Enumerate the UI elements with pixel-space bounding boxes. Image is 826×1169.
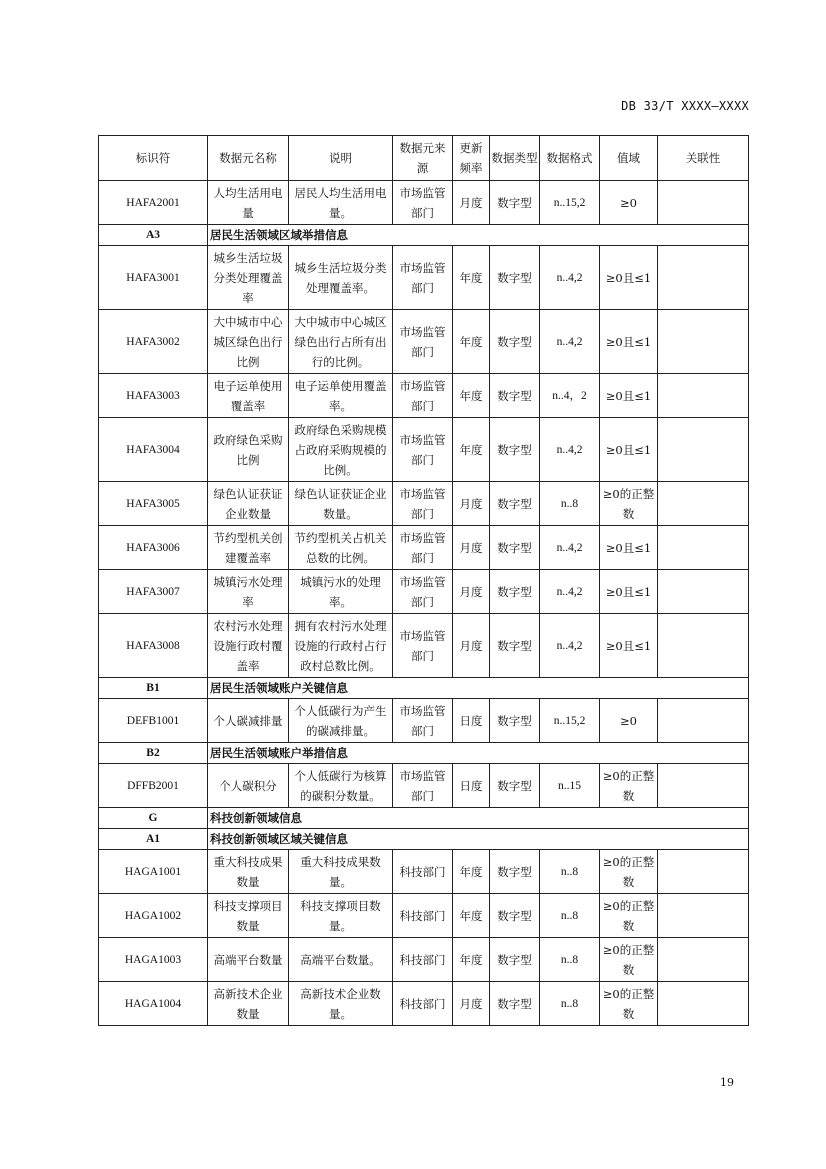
cell-data-format: n..4,2 xyxy=(540,570,600,614)
table-body xyxy=(99,181,749,1026)
cell-data-format: n..4,2 xyxy=(540,526,600,570)
cell-source: 市场监管部门 xyxy=(393,374,453,418)
table-row xyxy=(99,982,749,1026)
cell-description: 个人低碳行为产生的碳减排量。 xyxy=(289,699,393,743)
cell-relation xyxy=(658,699,749,743)
cell-value-range: ≥0且≤1 xyxy=(600,614,658,678)
section-title: 科技创新领域区域关键信息 xyxy=(208,829,749,850)
cell-identifier: HAFA3002 xyxy=(99,310,208,374)
section-title: 居民生活领域账户举措信息 xyxy=(208,743,749,764)
cell-frequency: 年度 xyxy=(453,938,490,982)
section-title: 居民生活领域账户关键信息 xyxy=(208,678,749,699)
cell-frequency: 日度 xyxy=(453,699,490,743)
cell-value-range: ≥0的正整数 xyxy=(600,938,658,982)
cell-source: 市场监管部门 xyxy=(393,526,453,570)
cell-value-range: ≥0的正整数 xyxy=(600,482,658,526)
cell-relation xyxy=(658,482,749,526)
cell-source: 市场监管部门 xyxy=(393,310,453,374)
section-row xyxy=(99,743,749,764)
cell-element-name: 节约型机关创建覆盖率 xyxy=(208,526,289,570)
header-frequency: 更新频率 xyxy=(453,136,490,181)
cell-source: 科技部门 xyxy=(393,938,453,982)
table-row xyxy=(99,614,749,678)
cell-frequency: 日度 xyxy=(453,764,490,808)
cell-source: 科技部门 xyxy=(393,982,453,1026)
cell-data-type: 数字型 xyxy=(490,374,540,418)
cell-data-type: 数字型 xyxy=(490,982,540,1026)
cell-data-format: n..8 xyxy=(540,894,600,938)
header-data-type: 数据类型 xyxy=(490,136,540,181)
cell-element-name: 城镇污水处理率 xyxy=(208,570,289,614)
cell-element-name: 城乡生活垃圾分类处理覆盖率 xyxy=(208,246,289,310)
cell-element-name: 政府绿色采购比例 xyxy=(208,418,289,482)
cell-relation xyxy=(658,418,749,482)
cell-value-range: ≥0且≤1 xyxy=(600,526,658,570)
table-header-row xyxy=(99,136,749,181)
cell-relation xyxy=(658,246,749,310)
cell-frequency: 月度 xyxy=(453,482,490,526)
cell-description: 绿色认证获证企业数量。 xyxy=(289,482,393,526)
table-row xyxy=(99,850,749,894)
section-code: G xyxy=(99,808,208,829)
table-row xyxy=(99,246,749,310)
cell-description: 节约型机关占机关总数的比例。 xyxy=(289,526,393,570)
cell-value-range: ≥0的正整数 xyxy=(600,850,658,894)
header-source: 数据元来源 xyxy=(393,136,453,181)
cell-frequency: 年度 xyxy=(453,246,490,310)
table-row xyxy=(99,699,749,743)
cell-relation xyxy=(658,938,749,982)
section-code: A1 xyxy=(99,829,208,850)
table-row xyxy=(99,764,749,808)
cell-data-format: n..8 xyxy=(540,982,600,1026)
cell-data-format: n..8 xyxy=(540,938,600,982)
cell-description: 重大科技成果数量。 xyxy=(289,850,393,894)
cell-element-name: 科技支撑项目数量 xyxy=(208,894,289,938)
cell-identifier: HAFA3008 xyxy=(99,614,208,678)
cell-frequency: 年度 xyxy=(453,418,490,482)
header-description: 说明 xyxy=(289,136,393,181)
section-code: A3 xyxy=(99,225,208,246)
table-row xyxy=(99,938,749,982)
cell-value-range: ≥0的正整数 xyxy=(600,982,658,1026)
cell-data-type: 数字型 xyxy=(490,482,540,526)
cell-value-range: ≥0的正整数 xyxy=(600,894,658,938)
cell-identifier: HAGA1003 xyxy=(99,938,208,982)
cell-source: 市场监管部门 xyxy=(393,699,453,743)
cell-element-name: 大中城市中心城区绿色出行比例 xyxy=(208,310,289,374)
cell-description: 政府绿色采购规模占政府采购规模的比例。 xyxy=(289,418,393,482)
cell-data-type: 数字型 xyxy=(490,699,540,743)
cell-value-range: ≥0 xyxy=(600,181,658,225)
cell-element-name: 个人碳积分 xyxy=(208,764,289,808)
cell-element-name: 高新技术企业数量 xyxy=(208,982,289,1026)
cell-value-range: ≥0 xyxy=(600,699,658,743)
cell-value-range: ≥0的正整数 xyxy=(600,764,658,808)
cell-frequency: 月度 xyxy=(453,614,490,678)
cell-identifier: HAFA3006 xyxy=(99,526,208,570)
header-data-format: 数据格式 xyxy=(540,136,600,181)
header-value-range: 值域 xyxy=(600,136,658,181)
cell-data-format: n..8 xyxy=(540,482,600,526)
cell-relation xyxy=(658,850,749,894)
cell-identifier: HAGA1002 xyxy=(99,894,208,938)
cell-element-name: 农村污水处理设施行政村覆盖率 xyxy=(208,614,289,678)
cell-identifier: HAFA3004 xyxy=(99,418,208,482)
cell-description: 科技支撑项目数量。 xyxy=(289,894,393,938)
cell-relation xyxy=(658,526,749,570)
cell-element-name: 绿色认证获证企业数量 xyxy=(208,482,289,526)
cell-relation xyxy=(658,570,749,614)
cell-identifier: HAFA2001 xyxy=(99,181,208,225)
cell-value-range: ≥0且≤1 xyxy=(600,246,658,310)
cell-source: 市场监管部门 xyxy=(393,482,453,526)
section-title: 科技创新领域信息 xyxy=(208,808,749,829)
cell-identifier: HAFA3007 xyxy=(99,570,208,614)
cell-element-name: 人均生活用电量 xyxy=(208,181,289,225)
cell-relation xyxy=(658,614,749,678)
cell-description: 高端平台数量。 xyxy=(289,938,393,982)
cell-source: 科技部门 xyxy=(393,850,453,894)
section-row xyxy=(99,829,749,850)
cell-source: 市场监管部门 xyxy=(393,614,453,678)
cell-description: 大中城市中心城区绿色出行占所有出行的比例。 xyxy=(289,310,393,374)
cell-relation xyxy=(658,374,749,418)
cell-source: 市场监管部门 xyxy=(393,246,453,310)
cell-data-format: n..8 xyxy=(540,850,600,894)
cell-data-format: n..15,2 xyxy=(540,699,600,743)
cell-description: 居民人均生活用电量。 xyxy=(289,181,393,225)
cell-frequency: 年度 xyxy=(453,310,490,374)
cell-data-type: 数字型 xyxy=(490,764,540,808)
cell-data-type: 数字型 xyxy=(490,570,540,614)
cell-source: 市场监管部门 xyxy=(393,181,453,225)
header-element-name: 数据元名称 xyxy=(208,136,289,181)
cell-identifier: DEFB1001 xyxy=(99,699,208,743)
section-row xyxy=(99,808,749,829)
section-code: B2 xyxy=(99,743,208,764)
cell-identifier: HAGA1001 xyxy=(99,850,208,894)
header-relation: 关联性 xyxy=(658,136,749,181)
cell-source: 市场监管部门 xyxy=(393,418,453,482)
cell-data-format: n..4,2 xyxy=(540,246,600,310)
cell-frequency: 月度 xyxy=(453,570,490,614)
cell-element-name: 重大科技成果数量 xyxy=(208,850,289,894)
cell-data-type: 数字型 xyxy=(490,614,540,678)
cell-element-name: 电子运单使用覆盖率 xyxy=(208,374,289,418)
cell-value-range: ≥0且≤1 xyxy=(600,570,658,614)
cell-data-format: n..4,2 xyxy=(540,614,600,678)
header-identifier: 标识符 xyxy=(99,136,208,181)
cell-data-format: n..15,2 xyxy=(540,181,600,225)
cell-relation xyxy=(658,764,749,808)
table-row xyxy=(99,181,749,225)
section-row xyxy=(99,225,749,246)
cell-relation xyxy=(658,894,749,938)
cell-data-type: 数字型 xyxy=(490,418,540,482)
cell-data-type: 数字型 xyxy=(490,181,540,225)
cell-data-format: n..15 xyxy=(540,764,600,808)
table-row xyxy=(99,894,749,938)
cell-frequency: 年度 xyxy=(453,374,490,418)
table-row xyxy=(99,526,749,570)
cell-source: 市场监管部门 xyxy=(393,764,453,808)
cell-element-name: 个人碳减排量 xyxy=(208,699,289,743)
cell-identifier: HAGA1004 xyxy=(99,982,208,1026)
cell-data-type: 数字型 xyxy=(490,850,540,894)
cell-value-range: ≥0且≤1 xyxy=(600,310,658,374)
cell-relation xyxy=(658,181,749,225)
cell-source: 科技部门 xyxy=(393,894,453,938)
cell-frequency: 月度 xyxy=(453,181,490,225)
cell-data-format: n..4,2 xyxy=(540,418,600,482)
cell-source: 市场监管部门 xyxy=(393,570,453,614)
cell-identifier: HAFA3005 xyxy=(99,482,208,526)
cell-value-range: ≥0且≤1 xyxy=(600,374,658,418)
cell-element-name: 高端平台数量 xyxy=(208,938,289,982)
cell-data-type: 数字型 xyxy=(490,938,540,982)
cell-data-format: n..4，2 xyxy=(540,374,600,418)
section-row xyxy=(99,678,749,699)
cell-data-type: 数字型 xyxy=(490,894,540,938)
cell-data-type: 数字型 xyxy=(490,526,540,570)
cell-value-range: ≥0且≤1 xyxy=(600,418,658,482)
cell-description: 高新技术企业数量。 xyxy=(289,982,393,1026)
cell-data-format: n..4,2 xyxy=(540,310,600,374)
document-code: DB 33/T XXXX—XXXX xyxy=(621,99,749,113)
cell-relation xyxy=(658,310,749,374)
cell-frequency: 年度 xyxy=(453,894,490,938)
table-row xyxy=(99,374,749,418)
table-row xyxy=(99,482,749,526)
cell-frequency: 月度 xyxy=(453,526,490,570)
cell-description: 拥有农村污水处理设施的行政村占行政村总数比例。 xyxy=(289,614,393,678)
cell-description: 城乡生活垃圾分类处理覆盖率。 xyxy=(289,246,393,310)
cell-frequency: 月度 xyxy=(453,982,490,1026)
page-number: 19 xyxy=(720,1076,734,1089)
section-title: 居民生活领域区域举措信息 xyxy=(208,225,749,246)
cell-frequency: 年度 xyxy=(453,850,490,894)
cell-identifier: HAFA3001 xyxy=(99,246,208,310)
cell-relation xyxy=(658,982,749,1026)
cell-identifier: DFFB2001 xyxy=(99,764,208,808)
table-row xyxy=(99,418,749,482)
table-row xyxy=(99,570,749,614)
cell-description: 个人低碳行为核算的碳积分数量。 xyxy=(289,764,393,808)
cell-identifier: HAFA3003 xyxy=(99,374,208,418)
cell-description: 电子运单使用覆盖率。 xyxy=(289,374,393,418)
cell-data-type: 数字型 xyxy=(490,310,540,374)
data-element-table xyxy=(98,135,749,1026)
section-code: B1 xyxy=(99,678,208,699)
table-row xyxy=(99,310,749,374)
cell-description: 城镇污水的处理率。 xyxy=(289,570,393,614)
cell-data-type: 数字型 xyxy=(490,246,540,310)
